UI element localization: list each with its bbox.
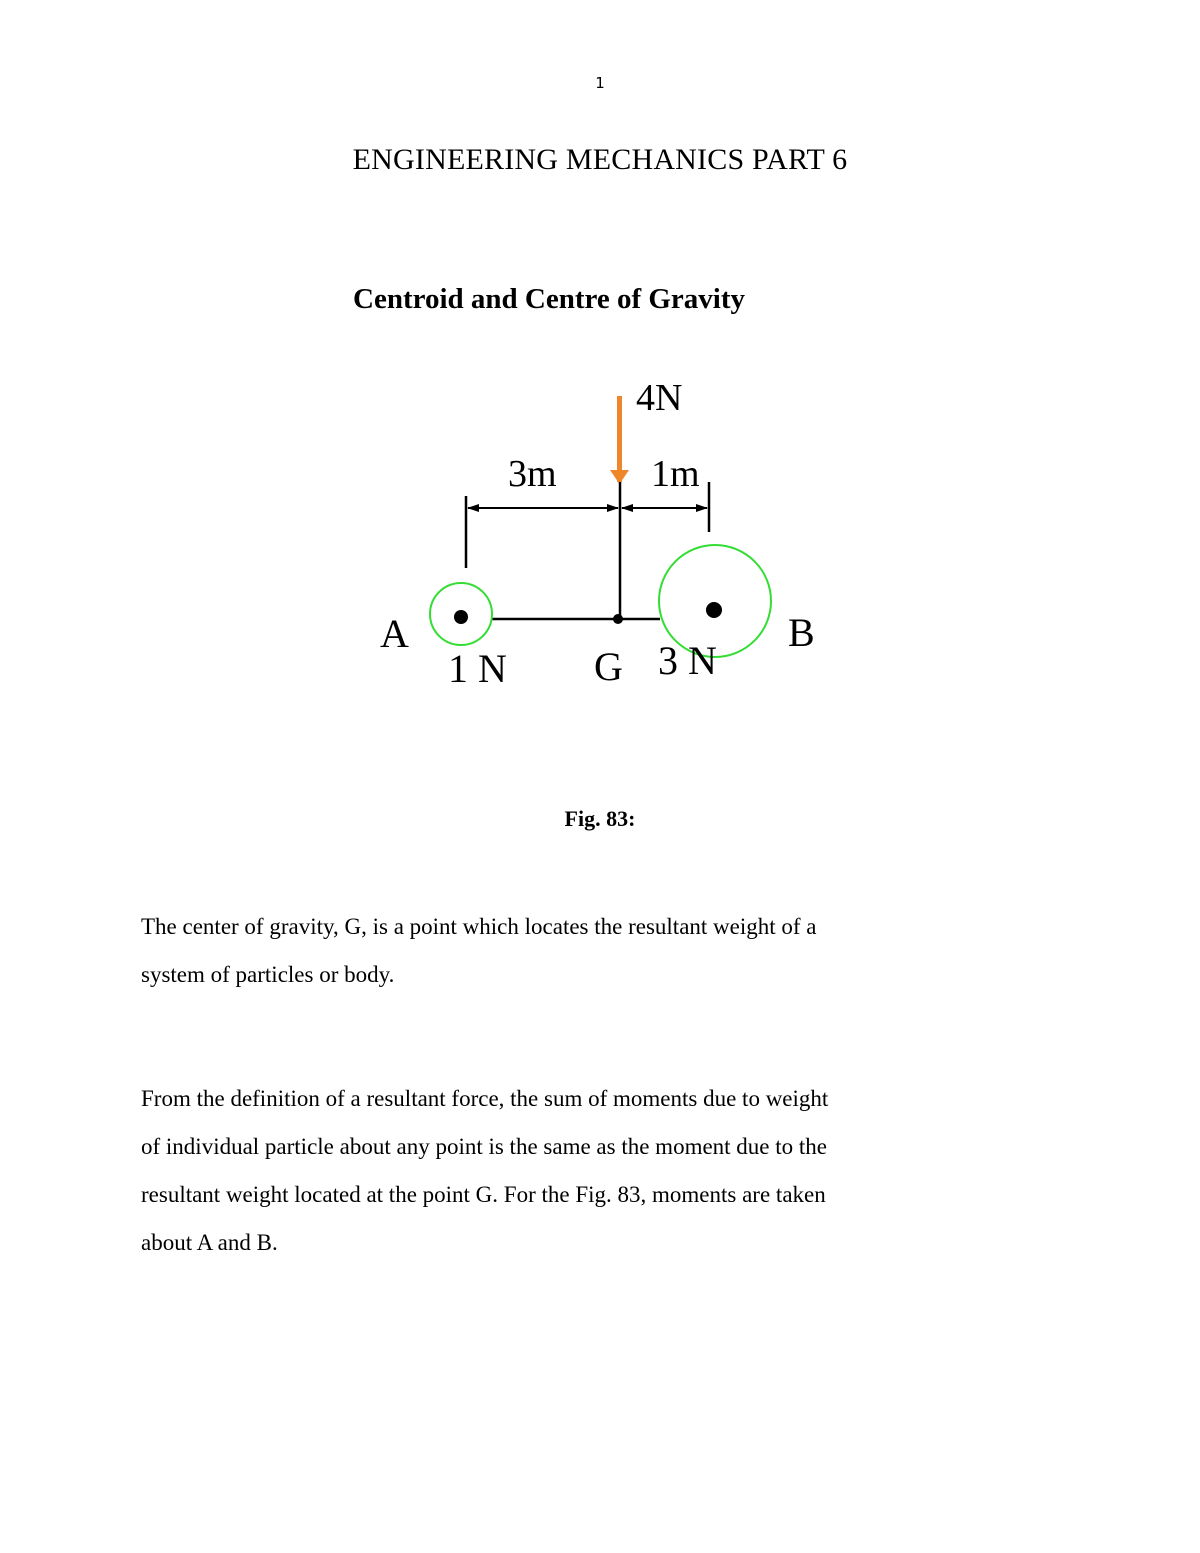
particle-b-dot [706,602,722,618]
point-a-label: A [380,611,409,656]
paragraph-2-line-3: resultant weight located at the point G. For the Fig. 83, moments are taken [141,1182,826,1207]
point-g-label: G [594,644,623,689]
particle-a-dot [454,610,468,624]
paragraph-2-line-4: about A and B. [141,1230,278,1255]
paragraph-center-of-gravity [141,903,981,999]
paragraph-resultant-force [141,1075,981,1267]
dimension-right-label: 1m [651,453,700,495]
paragraph-1-line-2: system of particles or body. [141,962,395,987]
force-label: 4N [636,377,683,419]
paragraph-1-line-1: The center of gravity, G, is a point which locates the resultant weight of a [141,914,817,939]
page-number: 1 [595,74,605,92]
figure-diagram [360,360,840,700]
dimension-left-label: 3m [508,453,557,495]
force-arrow [610,396,629,484]
weight-a-label: 1 N [448,646,507,691]
section-title: Centroid and Centre of Gravity [353,283,746,315]
paragraph-2-line-2: of individual particle about any point is the same as the moment due to the [141,1134,828,1159]
paragraph-2-line-1: From the definition of a resultant force, the sum of moments due to weight [141,1086,829,1111]
document-title: ENGINEERING MECHANICS PART 6 [352,143,848,176]
point-g-dot [613,614,623,624]
weight-b-label: 3 N [658,638,717,683]
figure-caption: Fig. 83: [564,806,636,831]
centre-of-gravity-figure [360,360,840,700]
point-b-label: B [788,610,815,655]
